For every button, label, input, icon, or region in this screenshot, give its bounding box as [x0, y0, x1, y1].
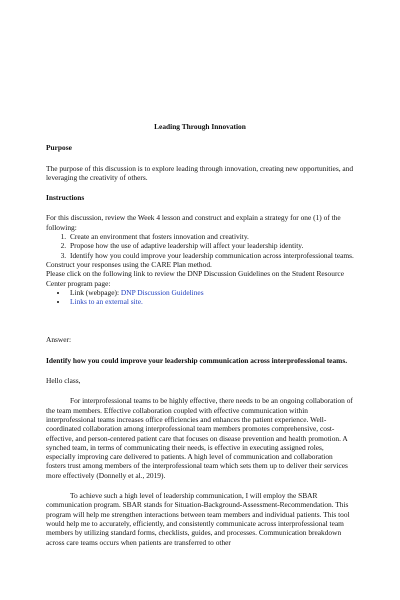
external-site-link[interactable]: Links to an external site.	[70, 297, 143, 307]
instructions-list	[46, 232, 354, 260]
care-plan-line: Construct your responses using the CARE Plan method.	[46, 259, 212, 269]
guidelines-line: Please click on the following link to review the DNP Discussion Guidelines on the Student Resource Center program page:	[46, 269, 344, 288]
greeting: Hello class,	[46, 376, 81, 386]
links-list	[46, 288, 354, 307]
answer-label: Answer:	[46, 335, 72, 345]
document-title: Leading Through Innovation	[154, 122, 246, 131]
list-item	[68, 288, 354, 297]
instructions-heading: Instructions	[46, 193, 85, 203]
paragraph-2: To achieve such a high level of leadership communication, I will employ the SBAR communication program. SBAR stands for Situation-Background-Assessment-Recommendation. This program will help me strengthen interactions between team members and individual patients. This tool would help me to accurately, efficiently, and consistently communicate across interprofessional team members by utilizing standard forms, checklists, guides, and processes. Communication breakdown across care teams occurs when patients are transferred to other	[46, 491, 350, 547]
list-item: 2. Propose how the use of adaptive leadership will affect your leadership identity.	[68, 241, 354, 250]
purpose-heading: Purpose	[46, 143, 72, 153]
list-item: 1. Create an environment that fosters innovation and creativity.	[68, 232, 354, 241]
list-item	[68, 297, 354, 306]
paragraph-1: For interprofessional teams to be highly effective, there needs to be an ongoing collaboration of the team members. Effective collaboration coupled with effective communication within interprofessional teams increases office efficiencies and enhances the patient experience. Well-coordinated collaboration among interprofessional team members promotes comprehensive, cost-effective, and person-centered patient care that focuses on disease prevention and health promotion. A synched team, in terms of communicating their needs, is effective in executing assigned roles, especially improving care delivered to patients. A high level of communication and collaboration fosters trust among members of the interprofessional team which sets them up to deliver their services more effectively (Donnelly et al., 2019).	[46, 396, 353, 480]
list-item: 3. Identify how you could improve your leadership communication across interprofessional teams.	[68, 251, 354, 260]
dnp-guidelines-link[interactable]: DNP Discussion Guidelines	[120, 287, 204, 297]
answer-heading: Identify how you could improve your leadership communication across interprofessional teams.	[46, 355, 348, 365]
purpose-text: The purpose of this discussion is to explore leading through innovation, creating new opportunities, and leveraging the creativity of others.	[46, 163, 354, 182]
link-prefix: Link (webpage):	[70, 287, 121, 297]
instructions-intro: For this discussion, review the Week 4 lesson and construct and explain a strategy for one (1) of the following:	[46, 213, 341, 232]
